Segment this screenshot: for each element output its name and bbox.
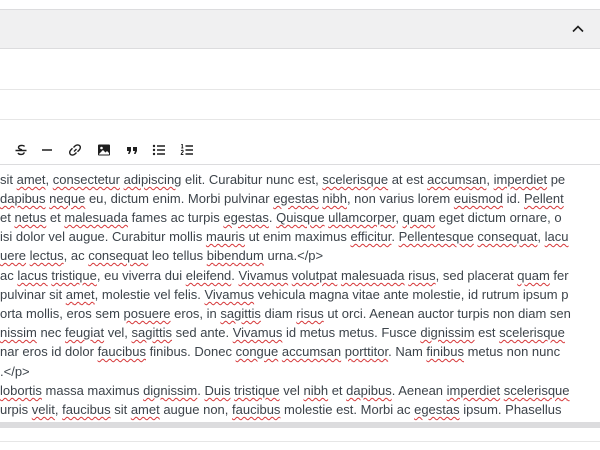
text-run: urna.</p> bbox=[263, 248, 324, 263]
misspelled-word: malesuada bbox=[64, 210, 128, 225]
editor-line bbox=[0, 285, 568, 304]
text-editor[interactable] bbox=[0, 165, 600, 422]
misspelled-word: netus bbox=[14, 210, 47, 225]
editor-line bbox=[0, 362, 30, 381]
text-run: ac bbox=[0, 268, 18, 283]
misspelled-word: malesuada bbox=[340, 268, 405, 283]
text-run: , non varius lorem bbox=[346, 191, 454, 206]
misspelled-word: mauris bbox=[205, 229, 245, 244]
misspelled-word: Pellentesque bbox=[398, 229, 474, 244]
misspelled-word: nissim bbox=[0, 325, 37, 340]
numbered-list-button[interactable] bbox=[177, 140, 197, 160]
misspelled-word: amet bbox=[16, 172, 46, 187]
text-run: . Aenean bbox=[391, 383, 447, 398]
text-run: pulvinar sit bbox=[0, 287, 66, 302]
misspelled-word: tristique bbox=[51, 268, 97, 283]
editor-line bbox=[0, 227, 569, 246]
text-run: , ac bbox=[63, 248, 89, 263]
misspelled-word: faucibus bbox=[232, 402, 281, 417]
image-icon bbox=[96, 142, 112, 158]
text-run: , bbox=[395, 210, 403, 225]
text-run: , molestie vel felis. bbox=[94, 287, 205, 302]
misspelled-word: accumsan bbox=[281, 344, 342, 359]
misspelled-word: faucibus bbox=[62, 402, 111, 417]
text-run: id metus metus. Fusce bbox=[282, 325, 421, 340]
text-run: eros, in bbox=[170, 306, 221, 321]
bullet-list-button[interactable] bbox=[149, 140, 169, 160]
text-run: isi dolor vel augue. Curabitur mollis bbox=[0, 229, 206, 244]
horizontal-rule-button[interactable] bbox=[37, 140, 57, 160]
misspelled-word: euismod bbox=[453, 191, 504, 206]
text-run: sit bbox=[0, 172, 17, 187]
misspelled-word: bibendum bbox=[206, 248, 264, 263]
text-run: elit. Curabitur nunc est, bbox=[181, 172, 323, 187]
misspelled-word: efficitur bbox=[350, 229, 392, 244]
misspelled-word: ullamcorper bbox=[328, 210, 396, 225]
text-run: . Nam bbox=[388, 344, 427, 359]
misspelled-word: imperdiet bbox=[446, 383, 501, 398]
text-run: metus non nunc bbox=[463, 344, 561, 359]
misspelled-word: sagittis bbox=[131, 325, 173, 340]
misspelled-word: dignissim bbox=[143, 383, 198, 398]
misspelled-word: adipiscing bbox=[123, 172, 182, 187]
text-run: , bbox=[45, 172, 53, 187]
misspelled-word: scelerisque bbox=[503, 383, 570, 398]
text-run: , sed placerat bbox=[435, 268, 518, 283]
misspelled-word: scelerisque bbox=[322, 172, 389, 187]
text-run: molestie est. Morbi ac bbox=[280, 402, 415, 417]
text-run: pe bbox=[547, 172, 566, 187]
strikethrough-icon bbox=[13, 142, 29, 158]
text-run: eget dictum ornare, o bbox=[435, 210, 562, 225]
text-run: diam bbox=[260, 306, 297, 321]
misspelled-word: finibus bbox=[426, 344, 464, 359]
misspelled-word: egestas bbox=[223, 210, 269, 225]
misspelled-word: lobortis bbox=[0, 383, 42, 398]
text-run: , bbox=[537, 229, 545, 244]
meta-field[interactable] bbox=[0, 90, 600, 120]
misspelled-word: Vivamus bbox=[232, 325, 283, 340]
misspelled-word: eleifend bbox=[185, 268, 232, 283]
misspelled-word: dapibus bbox=[0, 191, 46, 206]
misspelled-word: Vivamus bbox=[204, 287, 255, 302]
misspelled-word: uere bbox=[0, 248, 27, 263]
text-run: vel, bbox=[104, 325, 132, 340]
misspelled-word: Vivamus bbox=[238, 268, 289, 283]
misspelled-word: egestas bbox=[273, 191, 319, 206]
text-run: et bbox=[46, 210, 65, 225]
misspelled-word: Duis bbox=[204, 383, 231, 398]
text-run: vehicula magna vitae ante molestie, id rutrum ipsum p bbox=[254, 287, 569, 302]
text-run: nec bbox=[36, 325, 66, 340]
text-run: eu, dictum enim. Morbi pulvinar bbox=[85, 191, 274, 206]
title-field[interactable] bbox=[0, 49, 600, 90]
misspelled-word: risus bbox=[408, 268, 436, 283]
misspelled-word: consequat bbox=[477, 229, 538, 244]
text-run: , bbox=[54, 402, 63, 417]
misspelled-word: feugiat bbox=[65, 325, 105, 340]
text-run: ut enim maximus bbox=[244, 229, 351, 244]
text-run: ipsum. Phasellus bbox=[459, 402, 562, 417]
misspelled-word: porttitor bbox=[344, 344, 389, 359]
image-button[interactable] bbox=[94, 140, 114, 160]
text-run: est bbox=[474, 325, 500, 340]
text-run: , bbox=[486, 172, 494, 187]
editor-line bbox=[0, 400, 562, 419]
editor-line bbox=[0, 170, 565, 189]
text-run: , eu viverra dui bbox=[96, 268, 186, 283]
misspelled-word: amet bbox=[65, 287, 95, 302]
text-run: .</p> bbox=[0, 364, 30, 379]
misspelled-word: Quisque bbox=[276, 210, 325, 225]
editor-line bbox=[0, 304, 571, 323]
panel-header bbox=[0, 9, 600, 49]
editor-line bbox=[0, 189, 564, 208]
text-run: massa maximus bbox=[41, 383, 144, 398]
misspelled-word: velit bbox=[31, 402, 55, 417]
text-run: nar eros id dolor bbox=[0, 344, 98, 359]
text-run: augue non, bbox=[159, 402, 233, 417]
editor-line bbox=[0, 342, 560, 361]
misspelled-word: posuere bbox=[123, 306, 171, 321]
misspelled-word: volutpat bbox=[291, 268, 338, 283]
misspelled-word: lacus bbox=[17, 268, 48, 283]
text-run: vel bbox=[279, 383, 304, 398]
misspelled-word: quam bbox=[402, 210, 436, 225]
editor-line bbox=[0, 266, 569, 285]
text-run: . bbox=[391, 229, 399, 244]
misspelled-word: dapibus bbox=[346, 383, 392, 398]
misspelled-word: scelerisque bbox=[499, 325, 565, 340]
editor-line bbox=[0, 246, 323, 265]
text-run: fames ac turpis bbox=[127, 210, 224, 225]
editor-line bbox=[0, 208, 562, 227]
misspelled-word: nibh bbox=[322, 191, 347, 206]
text-run: orta mollis, eros sem bbox=[0, 306, 124, 321]
misspelled-word: quam bbox=[517, 268, 550, 283]
text-run: urpis bbox=[0, 402, 32, 417]
misspelled-word: lectus bbox=[29, 248, 64, 263]
misspelled-word: nibh bbox=[303, 383, 329, 398]
bullet-list-icon bbox=[151, 142, 167, 158]
misspelled-word: egestas bbox=[414, 402, 460, 417]
misspelled-word: Pellent bbox=[523, 191, 564, 206]
quote-icon bbox=[124, 142, 140, 158]
link-icon bbox=[67, 142, 83, 158]
misspelled-word: imperdiet bbox=[493, 172, 548, 187]
text-run: et bbox=[0, 210, 15, 225]
text-run: sit bbox=[110, 402, 131, 417]
misspelled-word: amet bbox=[130, 402, 160, 417]
text-run: . bbox=[197, 383, 205, 398]
text-run: finibus. Donec bbox=[145, 344, 236, 359]
text-run: fer bbox=[549, 268, 569, 283]
quote-button[interactable] bbox=[122, 140, 142, 160]
misspelled-word: consectetur bbox=[52, 172, 120, 187]
text-run: leo tellus bbox=[148, 248, 207, 263]
text-run: . bbox=[268, 210, 277, 225]
bottom-field bbox=[0, 428, 600, 442]
misspelled-word: tristique bbox=[234, 383, 280, 398]
editor-toolbar bbox=[0, 135, 600, 165]
misspelled-word: accumsan bbox=[427, 172, 487, 187]
text-run: . bbox=[231, 268, 239, 283]
text-run: et bbox=[328, 383, 347, 398]
numbered-list-icon bbox=[179, 142, 195, 158]
editor-line bbox=[0, 323, 565, 342]
link-button[interactable] bbox=[65, 140, 85, 160]
misspelled-word: congue bbox=[235, 344, 279, 359]
misspelled-word: lacu bbox=[544, 229, 569, 244]
text-run: at est bbox=[388, 172, 428, 187]
misspelled-word: dignissim bbox=[420, 325, 475, 340]
minus-icon bbox=[39, 142, 55, 158]
text-run: id. bbox=[503, 191, 524, 206]
text-run: ut orci. Aenean auctor turpis non diam sen bbox=[323, 306, 571, 321]
misspelled-word: neque bbox=[49, 191, 86, 206]
misspelled-word: sagittis bbox=[220, 306, 261, 321]
editor-line bbox=[0, 381, 570, 400]
misspelled-word: faucibus bbox=[97, 344, 146, 359]
chevron-up-icon[interactable] bbox=[570, 21, 586, 37]
misspelled-word: consequat bbox=[88, 248, 149, 263]
text-run: sed ante. bbox=[172, 325, 233, 340]
misspelled-word: risus bbox=[296, 306, 324, 321]
strikethrough-button[interactable] bbox=[11, 140, 31, 160]
